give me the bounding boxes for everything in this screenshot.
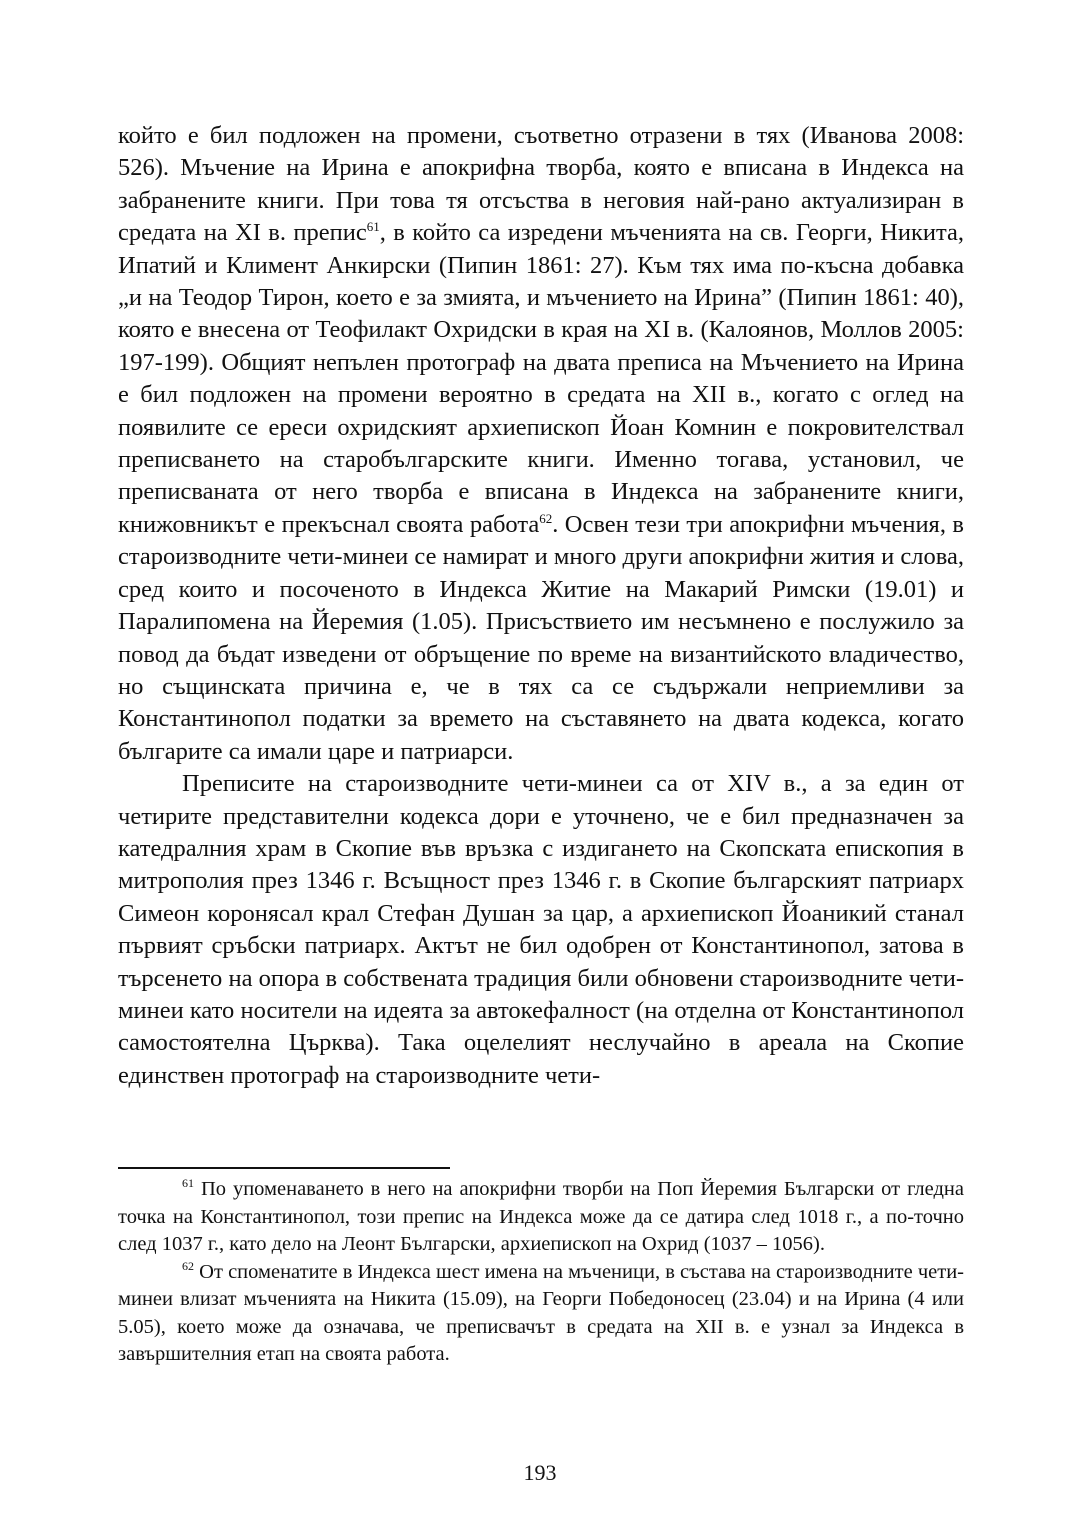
footnote-61 — [118, 1176, 964, 1259]
footnote-ref-62[interactable]: 62 — [539, 510, 553, 526]
page-number: 193 — [523, 1460, 557, 1485]
paragraph-2: Преписите на староизводните чети-минеи са от XIV в., а за един от четирите представителни кодекса дори е уточнено, че е бил предназначен за катедралния храм в Скопие във връзка с издигането на Скопската епископия в митрополия през 1346 г. Всъщност през 1346 г. в Скопие българският патриарх Симеон коронясал крал Стефан Душан за цар, а архиепископ Йоаникий станал първият сръбски патриарх. Актът не бил одобрен от Константинопол, затова в търсенето на опора в собствената традиция били обновени староизводните чети-минеи като носители на идеята за автокефалност (на отделна от Константинопол самостоятелна Църква). Така оцелелият неслучайно в ареала на Скопие единствен протограф на староизводните чети- — [118, 770, 964, 1089]
footnote-ref-61[interactable]: 61 — [366, 219, 380, 235]
main-text — [118, 120, 964, 1092]
footnote-mark-62: 62 — [182, 1258, 194, 1273]
footnote-61-text: По упоменаването в него на апокрифни творби на Поп Йеремия Български от гледна точка на Константинопол, този препис на Индекса може да се датира след 1018 г., а по-точно след 1037 г., като дело на Леонт Български, архиепископ на Охрид (1037 – 1056). — [118, 1178, 964, 1255]
paragraph-1-text-c: . Освен тези три апокрифни мъчения, в староизводните чети-минеи се намират и много други апокрифни жития и слова, сред които и посоченото в Индекса Житие на Макарий Римски (19.01) и Паралипомена на Йеремия (1.05). Присъствието им несъмнено е послужило за повод да бъдат изведени от обръщение по време на византийското владичество, но същинската причина е, че в тях са се съдържали неприемливи за Константинопол податки за времето на съставянето на двата кодекса, когато българите са имали царе и патриарси. — [118, 510, 964, 765]
footnote-separator — [118, 1167, 450, 1169]
paragraph-1 — [118, 120, 964, 768]
footnotes — [118, 1176, 964, 1369]
paragraph-1-text-b: , в който са изредени мъченията на св. Георги, Никита, Ипатий и Климент Анкирски (Пипин 1861: 27). Към тях има по-късна добавка „и на Теодор Тирон, което е за змията, и мъчението на Ирина” (Пипин 1861: 40), която е внесена от Теофилакт Охридски в края на XI в. (Калоянов, Моллов 2005: 197-199). Общият непълен протограф на двата преписа на Мъчението на Ирина е бил подложен на промени вероятно в средата на XII в., когато с оглед на появилите се ереси охридският архиепископ Йоан Комнин е покровителствал преписването на старобългарските книги. Именно тогава, установил, че преписваната от него творба е вписана в Индекса на забранените книги, книжовникът е прекъснал своята работа — [118, 219, 965, 538]
paragraph-1-text-a: който е бил подложен на промени, съответно отразени в тях (Иванова 2008: 526). Мъчение на Ирина е апокрифна творба, която е вписана в Индекса на забранените книги. При това тя отсъства в неговия най-рано актуализиран в средата на XI в. препис — [118, 122, 964, 247]
footnote-mark-61: 61 — [182, 1176, 194, 1191]
footnote-62-text: От споменатите в Индекса шест имена на мъченици, в състава на староизводните чети-минеи влизат мъченията на Никита (15.09), на Георги Победоносец (23.04) и на Ирина (4 или 5.05), което може да означава, че преписвачът в средата на XII в. е узнал за Индекса в завършителния етап на своята работа. — [118, 1260, 964, 1365]
footnote-62 — [118, 1259, 964, 1369]
